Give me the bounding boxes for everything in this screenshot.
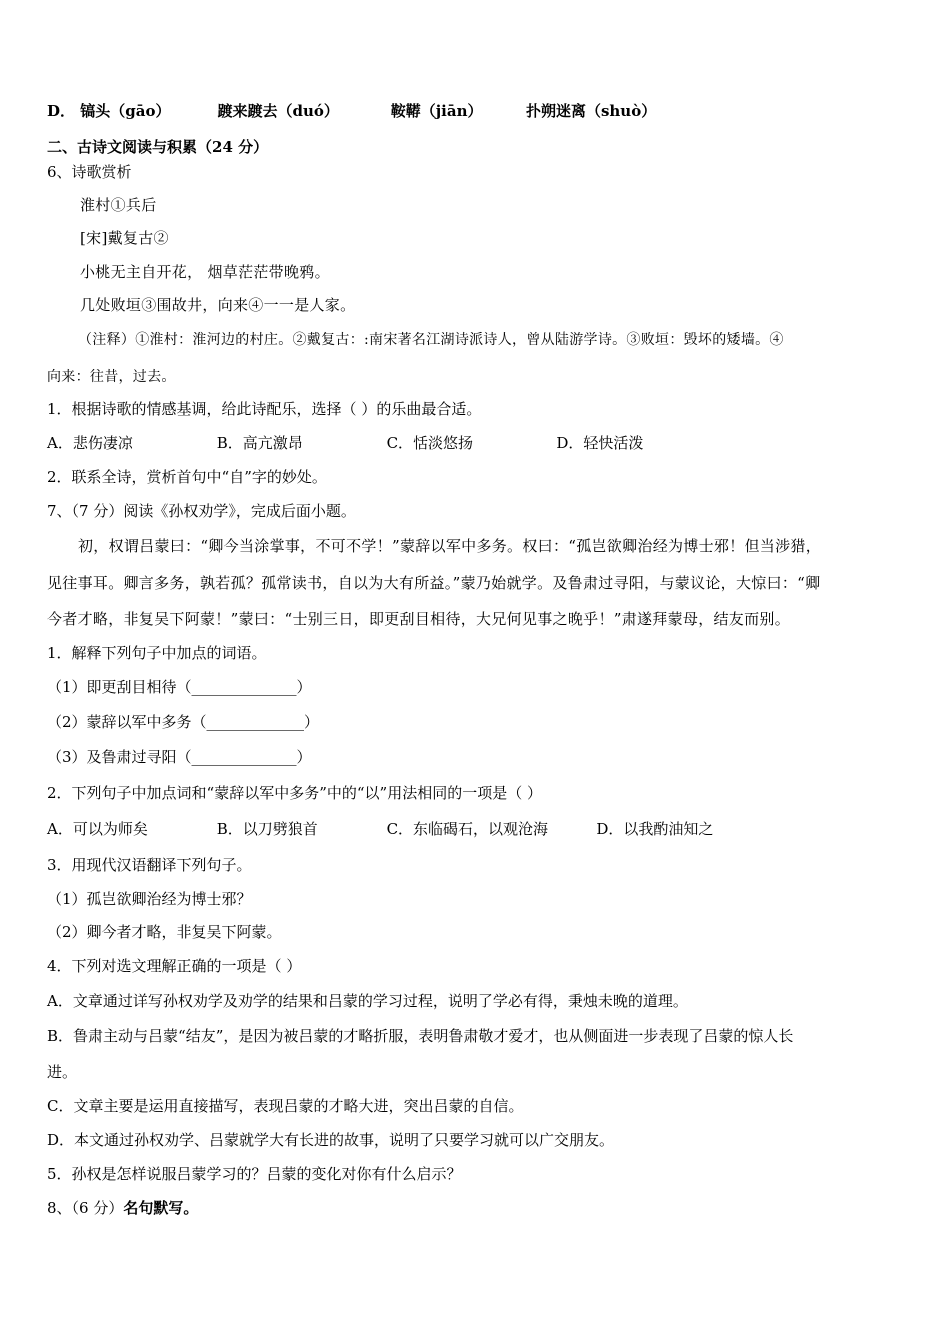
q7-s2: 2．下列句子中加点词和“蒙辞以军中多务”中的“以”用法相同的一项是（ ） bbox=[47, 784, 542, 802]
option-b: B．以刀劈狼首 bbox=[216, 820, 318, 838]
option-c: C．东临碣石，以观沧海 bbox=[386, 820, 549, 838]
q6-sub1: 1．根据诗歌的情感基调，给此诗配乐，选择（ ）的乐曲最合适。 bbox=[47, 400, 482, 418]
poem-notes: （注释）①淮村：淮河边的村庄。②戴复古：:南宋著名江湖诗派诗人，曾从陆游学诗。③败垣：毁坏的矮墙。④ bbox=[78, 332, 784, 348]
q7-s3-item: （1）孤岂欲卿治经为博士邪？ bbox=[47, 890, 252, 908]
q7-s3: 3．用现代汉语翻译下列句子。 bbox=[47, 856, 252, 874]
q7-s1-item: （2）蒙辞以军中多务（_____________） bbox=[47, 713, 320, 731]
poem-title: 淮村①兵后 bbox=[80, 196, 157, 214]
q5-option-d bbox=[47, 101, 656, 121]
option-d: D．轻快活泼 bbox=[556, 434, 644, 452]
q8-heading bbox=[47, 1198, 198, 1218]
option-item: 扑朔迷离（shuò） bbox=[525, 102, 657, 120]
q7-s4: 4．下列对选文理解正确的一项是（ ） bbox=[47, 957, 302, 975]
q7-passage: 见往事耳。卿言多务，孰若孤？孤常读书，自以为大有所益。”蒙乃始就学。及鲁肃过寻阳，与蒙议论，大惊曰：“卿 bbox=[47, 574, 821, 592]
q7-s1-item: （1）即更刮目相待（______________） bbox=[47, 678, 312, 696]
q7-s2-options bbox=[47, 819, 713, 839]
q7-s3-item: （2）卿今者才略，非复吴下阿蒙。 bbox=[47, 923, 282, 941]
q7-s5: 5．孙权是怎样说服吕蒙学习的？吕蒙的变化对你有什么启示？ bbox=[47, 1165, 462, 1183]
q6-sub1-options bbox=[47, 433, 643, 453]
q7-s1-item: （3）及鲁肃过寻阳（______________） bbox=[47, 748, 312, 766]
poem-notes-cont: 向来：往昔，过去。 bbox=[47, 369, 176, 385]
option-item: 鞍鞯（jiān） bbox=[390, 102, 483, 120]
q7-s4-option: C．文章主要是运用直接描写，表现吕蒙的才略大进，突出吕蒙的自信。 bbox=[47, 1097, 524, 1115]
section-title: 二、古诗文阅读与积累（24 分） bbox=[47, 138, 269, 156]
q7-passage: 今者才略，非复吴下阿蒙！”蒙曰：“士别三日，即更刮目相待，大兄何见事之晚乎！”肃遂拜蒙母，结友而别。 bbox=[47, 610, 791, 628]
option-item: 踱来踱去（duó） bbox=[217, 102, 339, 120]
option-b: B．高亢激昂 bbox=[216, 434, 303, 452]
poem-line: 小桃无主自开花， 烟草茫茫带晚鸦。 bbox=[80, 263, 330, 281]
q7-s4-option-cont: 进。 bbox=[47, 1063, 78, 1081]
q8-title: 名句默写。 bbox=[123, 1199, 199, 1217]
q7-passage: 初，权谓吕蒙曰：“卿今当涂掌事，不可不学！”蒙辞以军中多务。权曰：“孤岂欲卿治经为博士邪！但当涉猎， bbox=[78, 537, 822, 555]
option-label: D． bbox=[47, 102, 76, 120]
q7-s4-option: A．文章通过详写孙权劝学及劝学的结果和吕蒙的学习过程，说明了学必有得，秉烛未晚的道理。 bbox=[47, 992, 688, 1010]
q7-s4-option: D．本文通过孙权劝学、吕蒙就学大有长进的故事，说明了只要学习就可以广交朋友。 bbox=[47, 1131, 615, 1149]
q6-sub2: 2．联系全诗，赏析首句中“自”字的妙处。 bbox=[47, 468, 327, 486]
q8-prefix: 8、（6 分） bbox=[47, 1199, 124, 1217]
option-a: A．可以为师矣 bbox=[47, 820, 148, 838]
q7-title: 7、（7 分）阅读《孙权劝学》，完成后面小题。 bbox=[47, 502, 356, 520]
poem-line: 几处败垣③围故井，向来④一一是人家。 bbox=[80, 296, 356, 314]
q6-title: 6、诗歌赏析 bbox=[47, 163, 132, 181]
q7-s1: 1．解释下列句子中加点的词语。 bbox=[47, 644, 267, 662]
q7-s4-option: B．鲁肃主动与吕蒙“结友”，是因为被吕蒙的才略折服，表明鲁肃敬才爱才，也从侧面进一步表现了吕蒙的惊人长 bbox=[47, 1027, 794, 1045]
poem-author: [宋]戴复古② bbox=[80, 229, 169, 247]
option-d: D．以我酌油知之 bbox=[596, 820, 714, 838]
option-item: 镐头（gāo） bbox=[80, 102, 171, 120]
option-c: C．恬淡悠扬 bbox=[386, 434, 474, 452]
option-a: A．悲伤凄凉 bbox=[47, 434, 133, 452]
